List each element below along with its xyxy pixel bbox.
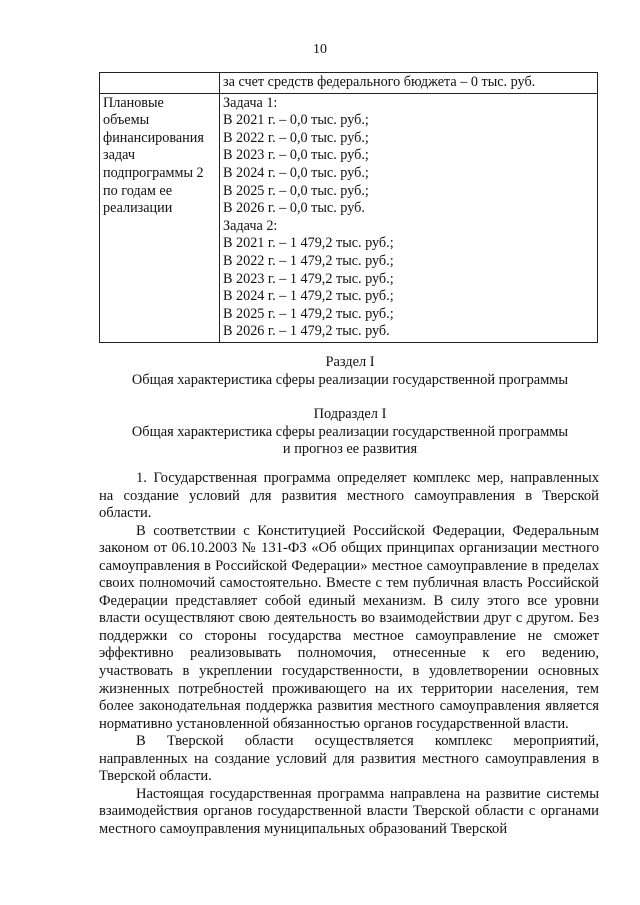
financing-label-line: по годам ее [103, 182, 173, 199]
table-cell-financing-label [100, 93, 220, 342]
table-cell-financing-values [220, 93, 598, 342]
financing-label-line: задач [103, 147, 135, 164]
paragraph: В Тверской области осуществляется комплекс мероприятий, направленных на создание условий для развития местного самоуправления в Тверской области. [99, 733, 599, 785]
subsection-heading [60, 406, 640, 459]
task-heading: Задача 1: [223, 94, 278, 111]
financing-year-line: В 2025 г. – 1 479,2 тыс. руб.; [223, 305, 394, 322]
paragraph: В соответствии с Конституцией Российской Федерации, Федеральным законом от 06.10.2003 № 131-ФЗ «Об общих принципах организации местного самоуправления в Российской Федерации» местное самоуправление в пределах своих полномочий самостоятельно. Вместе с тем публичная власть Российской Федерации представляет собой единый механизм. В силу этого все уровни власти осуществляют свою деятельность во взаимодействии друг с другом. Без поддержки со стороны государства местное самоуправление не сможет эффективно реализовывать полномочия, отнесенные к его ведению, участвовать в укреплении государственности, в удовлетворении основных жизненных потребностей проживающего на их территории населения, тем более законодательная поддержка развития местного самоуправления является нормативно установленной обязанностью органов государственной власти. [99, 522, 599, 732]
financing-label-line: подпрограммы 2 [103, 164, 204, 181]
financing-label-line: финансирования [103, 129, 204, 146]
subsection-title-line: Общая характеристика сферы реализации государственной программы [131, 423, 569, 440]
subsection-title-line: и прогноз ее развития [282, 441, 418, 457]
financing-year-line: В 2023 г. – 1 479,2 тыс. руб.; [223, 270, 394, 287]
paragraph: 1. Государственная программа определяет комплекс мер, направленных на создание условий для развития местного самоуправления в Тверской области. [99, 470, 599, 522]
financing-year-line: В 2022 г. – 1 479,2 тыс. руб.; [223, 252, 394, 269]
financing-year-line: В 2024 г. – 0,0 тыс. руб.; [223, 164, 369, 181]
section-title: Общая характеристика сферы реализации государственной программы [131, 371, 569, 388]
financing-year-line: В 2026 г. – 0,0 тыс. руб. [223, 200, 365, 217]
section-heading [60, 354, 640, 389]
page-number: 10 [313, 42, 327, 57]
task-heading: Задача 2: [223, 217, 278, 234]
table-row [100, 73, 598, 94]
financing-table [99, 72, 598, 343]
table-row [100, 93, 598, 342]
section-label: Раздел I [325, 354, 375, 370]
financing-year-line: В 2022 г. – 0,0 тыс. руб.; [223, 129, 369, 146]
financing-label-line: Плановые [103, 94, 164, 111]
financing-label-line: объемы [103, 112, 150, 129]
financing-year-line: В 2021 г. – 0,0 тыс. руб.; [223, 112, 369, 129]
table-cell-federal-budget: за счет средств федерального бюджета – 0 тыс. руб. [220, 73, 598, 94]
financing-year-line: В 2024 г. – 1 479,2 тыс. руб.; [223, 288, 394, 305]
financing-year-line: В 2026 г. – 1 479,2 тыс. руб. [223, 323, 390, 340]
financing-label-line: реализации [103, 200, 173, 217]
table-cell-empty [100, 73, 220, 94]
body-text [99, 470, 599, 838]
financing-year-line: В 2023 г. – 0,0 тыс. руб.; [223, 147, 369, 164]
subsection-label: Подраздел I [313, 406, 387, 422]
financing-year-line: В 2025 г. – 0,0 тыс. руб.; [223, 182, 369, 199]
financing-year-line: В 2021 г. – 1 479,2 тыс. руб.; [223, 235, 394, 252]
paragraph: Настоящая государственная программа направлена на развитие системы взаимодействия органов государственной власти Тверской области с органами местного самоуправления муниципальных образований Тверской [99, 785, 599, 837]
